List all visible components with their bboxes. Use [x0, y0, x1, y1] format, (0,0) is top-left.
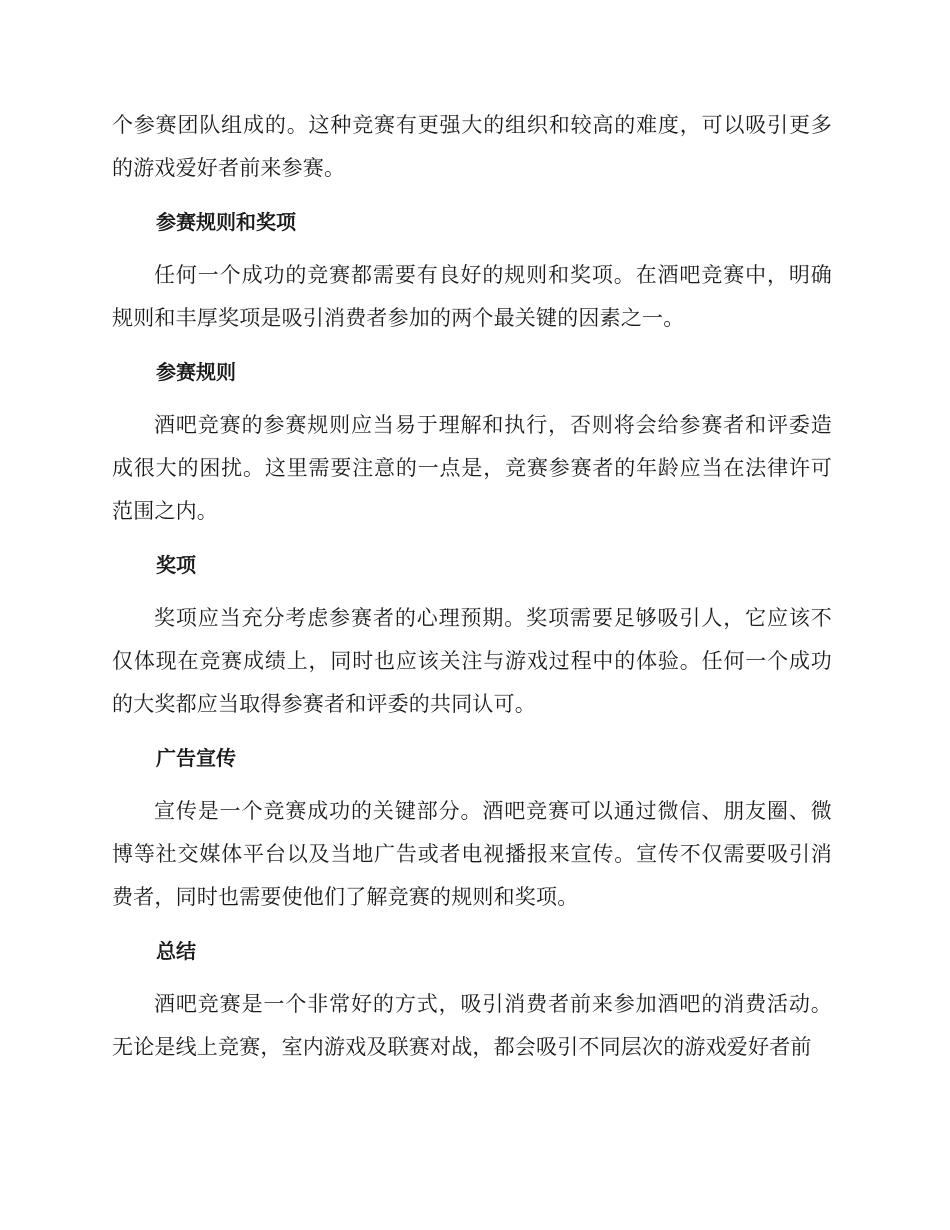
section-paragraph-advertising: 宣传是一个竞赛成功的关键部分。酒吧竞赛可以通过微信、朋友圈、微博等社交媒体平台以及当地广告或者电视播报来宣传。宣传不仅需要吸引消费者，同时也需要使他们了解竞赛的规则和奖项。	[112, 799, 832, 909]
section-paragraph-rules: 酒吧竞赛的参赛规则应当易于理解和执行，否则将会给参赛者和评委造成很大的困扰。这里需要注意的一点是，竞赛参赛者的年龄应当在法律许可范围之内。	[112, 413, 832, 523]
section-heading-advertising: 广告宣传	[156, 746, 236, 770]
section-heading-rules-and-awards: 参赛规则和奖项	[156, 210, 296, 234]
section-paragraph-summary: 酒吧竞赛是一个非常好的方式，吸引消费者前来参加酒吧的消费活动。无论是线上竞赛，室内游戏及联赛对战，都会吸引不同层次的游戏爱好者前	[112, 992, 832, 1059]
section-paragraph-rules-and-awards: 任何一个成功的竞赛都需要有良好的规则和奖项。在酒吧竞赛中，明确规则和丰厚奖项是吸引消费者参加的两个最关键的因素之一。	[112, 263, 832, 330]
document-page	[112, 104, 832, 1069]
section-heading-awards: 奖项	[156, 553, 196, 577]
section-heading-summary: 总结	[156, 939, 196, 963]
section-heading-rules: 参赛规则	[156, 360, 236, 384]
section-paragraph-awards: 奖项应当充分考虑参赛者的心理预期。奖项需要足够吸引人，它应该不仅体现在竞赛成绩上，同时也应该关注与游戏过程中的体验。任何一个成功的大奖都应当取得参赛者和评委的共同认可。	[112, 606, 832, 716]
intro-paragraph: 个参赛团队组成的。这种竞赛有更强大的组织和较高的难度，可以吸引更多的游戏爱好者前来参赛。	[112, 113, 832, 180]
